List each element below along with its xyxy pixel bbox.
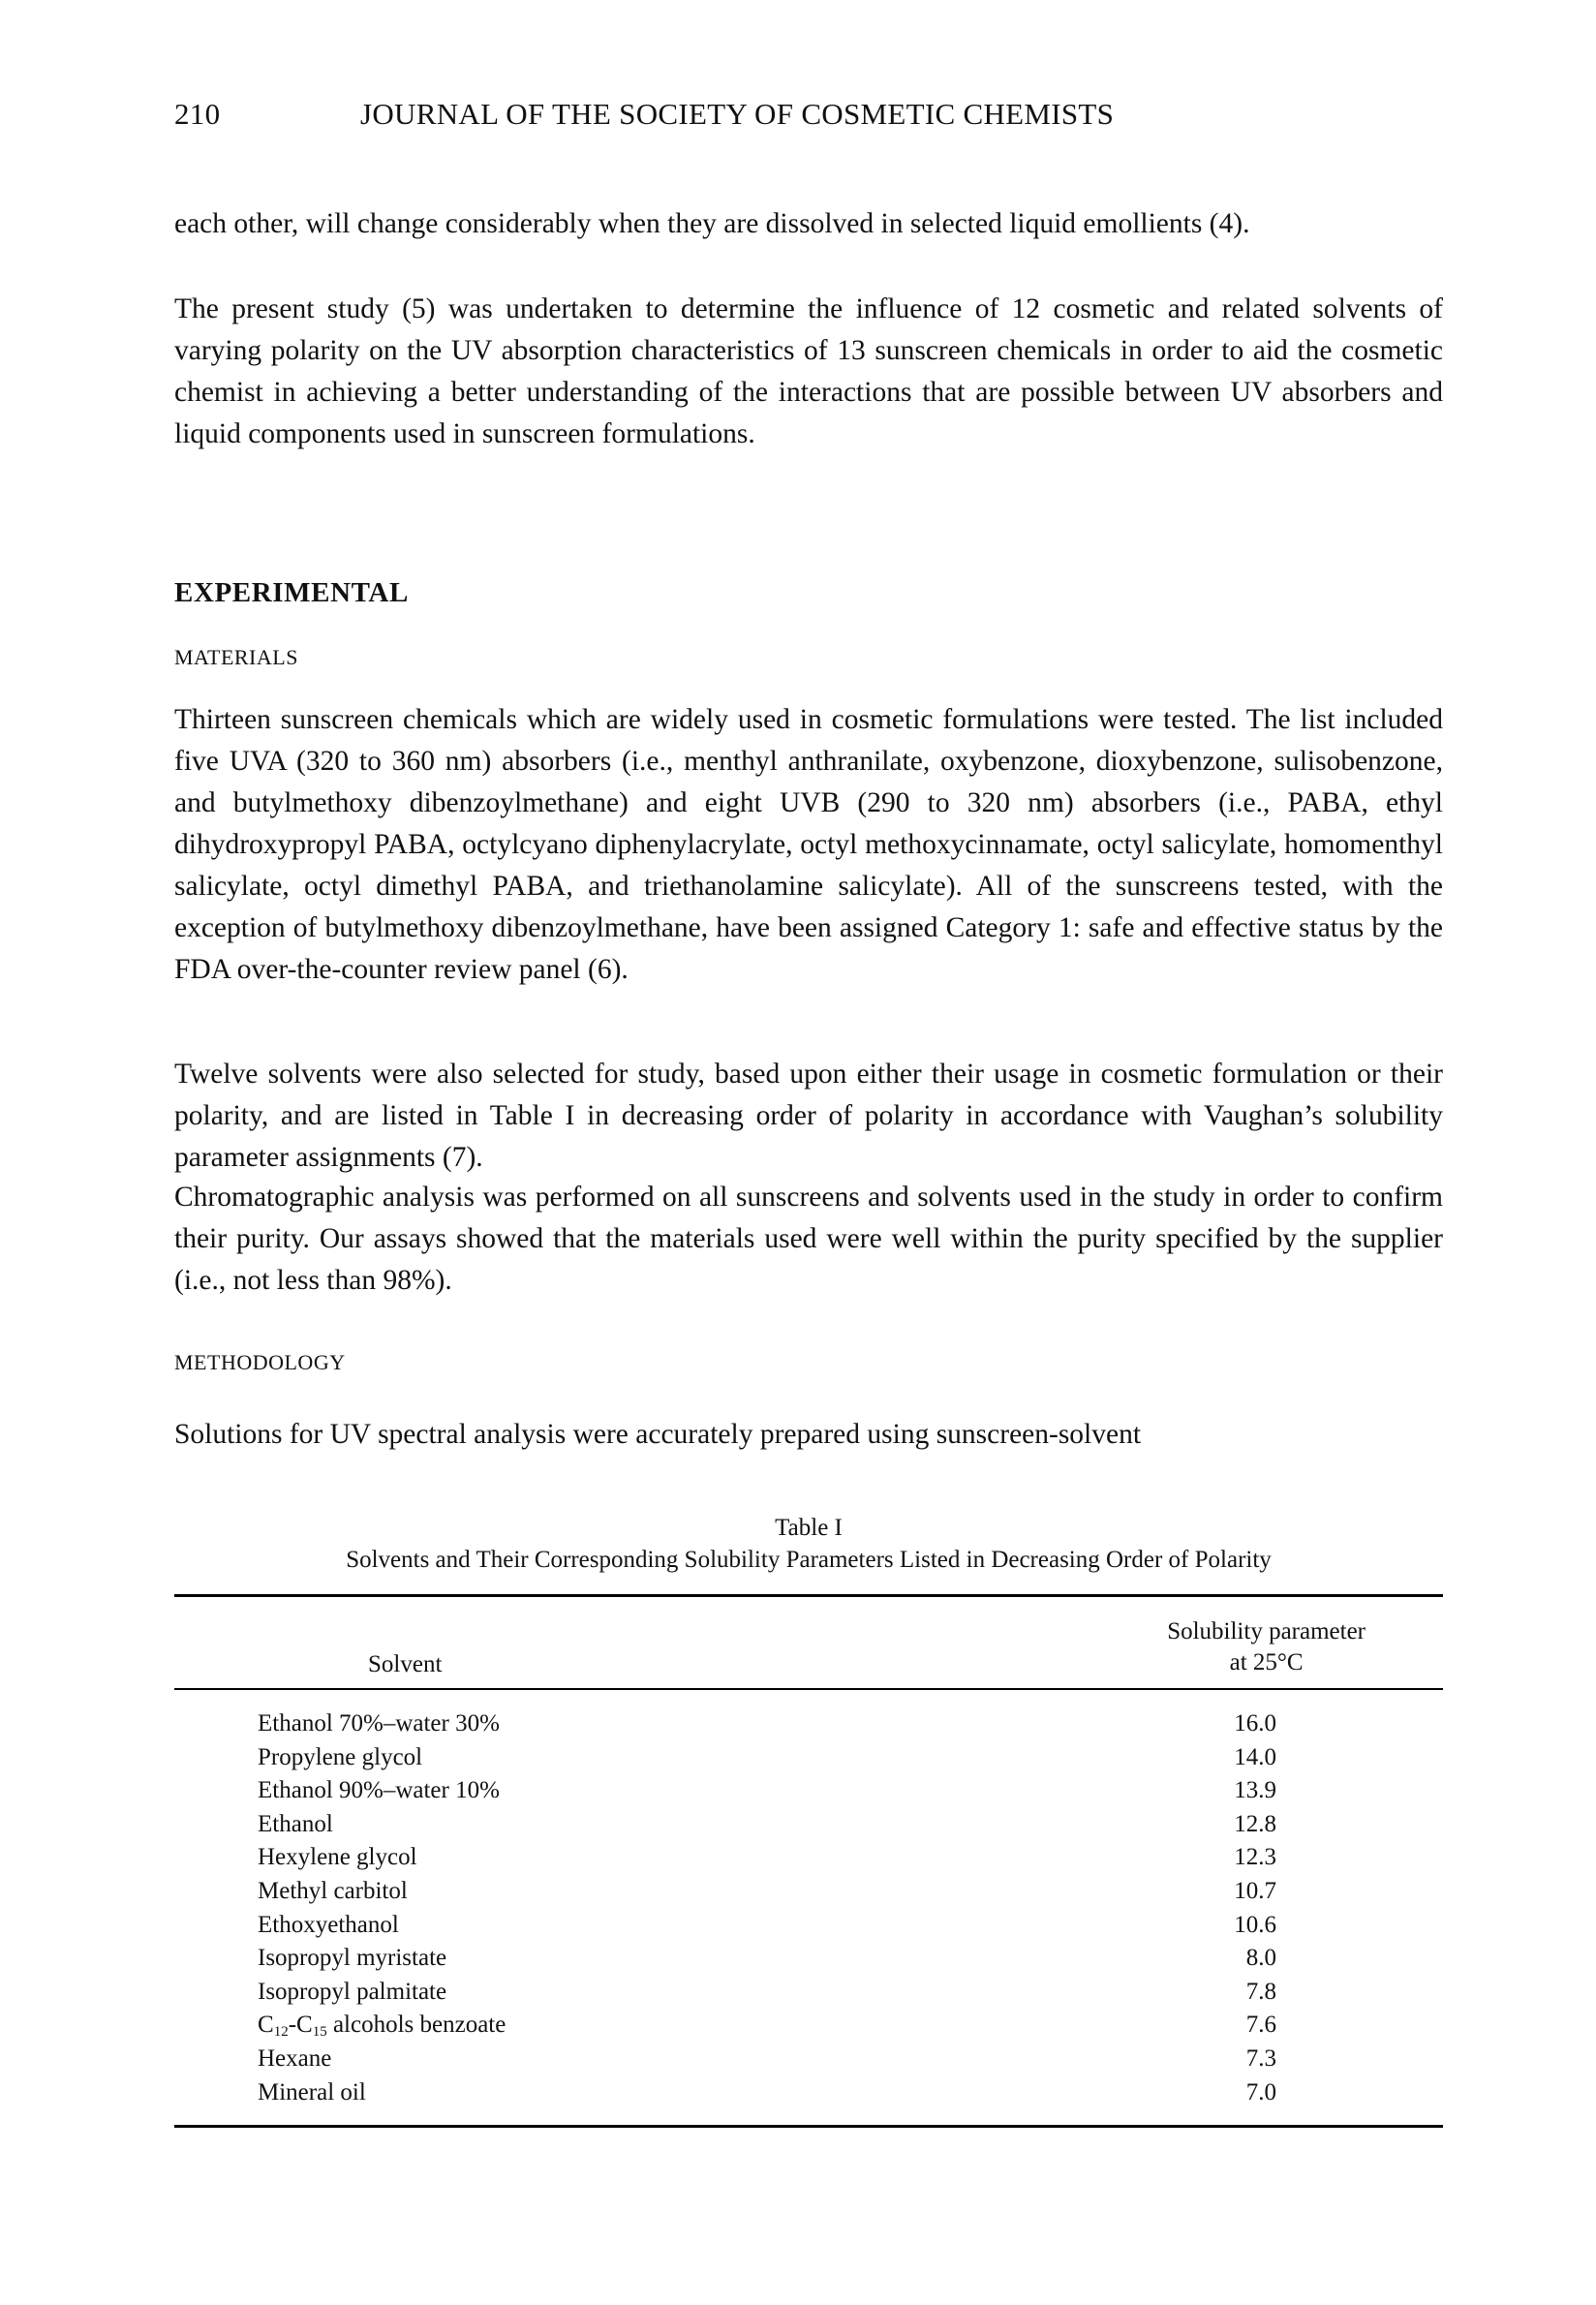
table-row bbox=[174, 1808, 1443, 1842]
cell-value: 7.0 bbox=[1245, 2078, 1276, 2105]
paragraph-methodology: Solutions for UV spectral analysis were accurately prepared using sunscreen-solvent bbox=[174, 1419, 1142, 1450]
subscript-15: 15 bbox=[312, 2024, 327, 2041]
subsection-heading-materials: MATERIALS bbox=[174, 645, 298, 669]
paragraph-sunscreens: Thirteen sunscreen chemicals which are widely used in cosmetic formulations were tested. The list included five UVA (320 to 360 nm) absorbers (i.e., menthyl anthranilate, oxybenzone, dioxybenzone, sulisobenzone, and butylmethoxy dibenzoylmethane) and eight UVB (290 to 320 nm) absorbers (i.e., PABA, ethyl dihydroxypropyl PABA, octylcyano diphenylacrylate, octyl methoxycinnamate, octyl salicylate, homomenthyl salicylate, octyl dimethyl PABA, and triethanolamine salicylate). All of the sunscreens tested, with the exception of butylmethoxy dibenzoylmethane, have been assigned Category 1: safe and effective status by the FDA over-the-counter review panel (6). bbox=[174, 704, 1443, 985]
paragraph-solvents: Twelve solvents were also selected for study, based upon either their usage in cosmetic formulation or their polarity, and are listed in Table I in decreasing order of polarity in accordance with Vaughan’s solubility parameter assignments (7). bbox=[174, 1059, 1443, 1173]
cell-solvent: Methyl carbitol bbox=[258, 1877, 408, 1904]
page-number: 210 bbox=[174, 97, 221, 131]
journal-title: JOURNAL OF THE SOCIETY OF COSMETIC CHEMISTS bbox=[360, 97, 1115, 131]
cell-solvent: Ethanol 70%–water 30% bbox=[258, 1710, 500, 1736]
section-heading-experimental: EXPERIMENTAL bbox=[174, 577, 409, 608]
table-row bbox=[174, 1909, 1443, 1943]
cell-value: 8.0 bbox=[1245, 1945, 1276, 1972]
table-body bbox=[174, 1690, 1443, 2119]
table-row bbox=[174, 1942, 1443, 1976]
cell-solvent: Hexane bbox=[258, 2044, 332, 2072]
paragraph-intro-continued: each other, will change considerably when they are dissolved in selected liquid emollients (4). bbox=[174, 208, 1250, 239]
cell-value: 16.0 bbox=[1234, 1710, 1276, 1736]
cell-value: 7.6 bbox=[1245, 2012, 1276, 2039]
cell-solvent: Ethoxyethanol bbox=[258, 1911, 399, 1938]
cell-solvent: Isopropyl palmitate bbox=[258, 1978, 447, 2005]
cell-solvent: Ethanol bbox=[258, 1810, 333, 1837]
paragraph-chromatography: Chromatographic analysis was performed on all sunscreens and solvents used in the study in order to confirm their purity. Our assays showed that the materials used were well within the purity specified by the supplier (i.e., not less than 98%). bbox=[174, 1182, 1443, 1296]
cell-value: 13.9 bbox=[1234, 1777, 1276, 1804]
cell-value: 7.8 bbox=[1245, 1978, 1276, 2005]
table-row bbox=[174, 1774, 1443, 1808]
subsection-heading-methodology: METHODOLOGY bbox=[174, 1350, 346, 1374]
table-row bbox=[174, 1976, 1443, 2010]
table-row bbox=[174, 1841, 1443, 1875]
cell-solvent: Mineral oil bbox=[258, 2078, 366, 2105]
cell-value: 14.0 bbox=[1234, 1743, 1276, 1770]
cell-solvent: Ethanol 90%–water 10% bbox=[258, 1777, 500, 1804]
column-header-solubility-parameter bbox=[1167, 1616, 1366, 1678]
cell-solvent: Hexylene glycol bbox=[258, 1844, 417, 1871]
table-row bbox=[174, 2076, 1443, 2110]
column-header-solvent: Solvent bbox=[368, 1651, 443, 1677]
table-row bbox=[174, 2043, 1443, 2076]
cell-value: 12.8 bbox=[1234, 1810, 1276, 1837]
table-label: Table I bbox=[775, 1515, 843, 1541]
cell-value: 10.6 bbox=[1234, 1911, 1276, 1938]
running-head bbox=[174, 97, 1433, 136]
cell-solvent: Propylene glycol bbox=[258, 1743, 423, 1770]
table-row bbox=[174, 2009, 1443, 2043]
cell-solvent: Isopropyl myristate bbox=[258, 1945, 447, 1972]
column-header-line-1: Solubility parameter bbox=[1167, 1618, 1366, 1644]
cell-value: 10.7 bbox=[1234, 1877, 1276, 1904]
formula-c: -C bbox=[288, 2012, 313, 2039]
formula-c: C bbox=[258, 2012, 274, 2039]
cell-value: 12.3 bbox=[1234, 1844, 1276, 1871]
table-row bbox=[174, 1875, 1443, 1909]
table-caption: Solvents and Their Corresponding Solubility Parameters Listed in Decreasing Order of Polarity bbox=[346, 1547, 1272, 1573]
formula-rest: alcohols benzoate bbox=[326, 2012, 506, 2039]
table-solvents bbox=[174, 1513, 1443, 2128]
subscript-12: 12 bbox=[273, 2024, 289, 2041]
table-bottom-rule bbox=[174, 2125, 1443, 2128]
table-row bbox=[174, 1707, 1443, 1741]
column-header-line-2: at 25°C bbox=[1229, 1649, 1304, 1675]
table-header bbox=[174, 1597, 1443, 1688]
cell-value: 7.3 bbox=[1245, 2044, 1276, 2072]
table-row bbox=[174, 1741, 1443, 1775]
paragraph-study-purpose: The present study (5) was undertaken to determine the influence of 12 cosmetic and related solvents of varying polarity on the UV absorption characteristics of 13 sunscreen chemicals in order to aid the cosmetic chemist in achieving a better understanding of the interactions that are possible between UV absorbers and liquid components used in sunscreen formulations. bbox=[174, 293, 1443, 449]
